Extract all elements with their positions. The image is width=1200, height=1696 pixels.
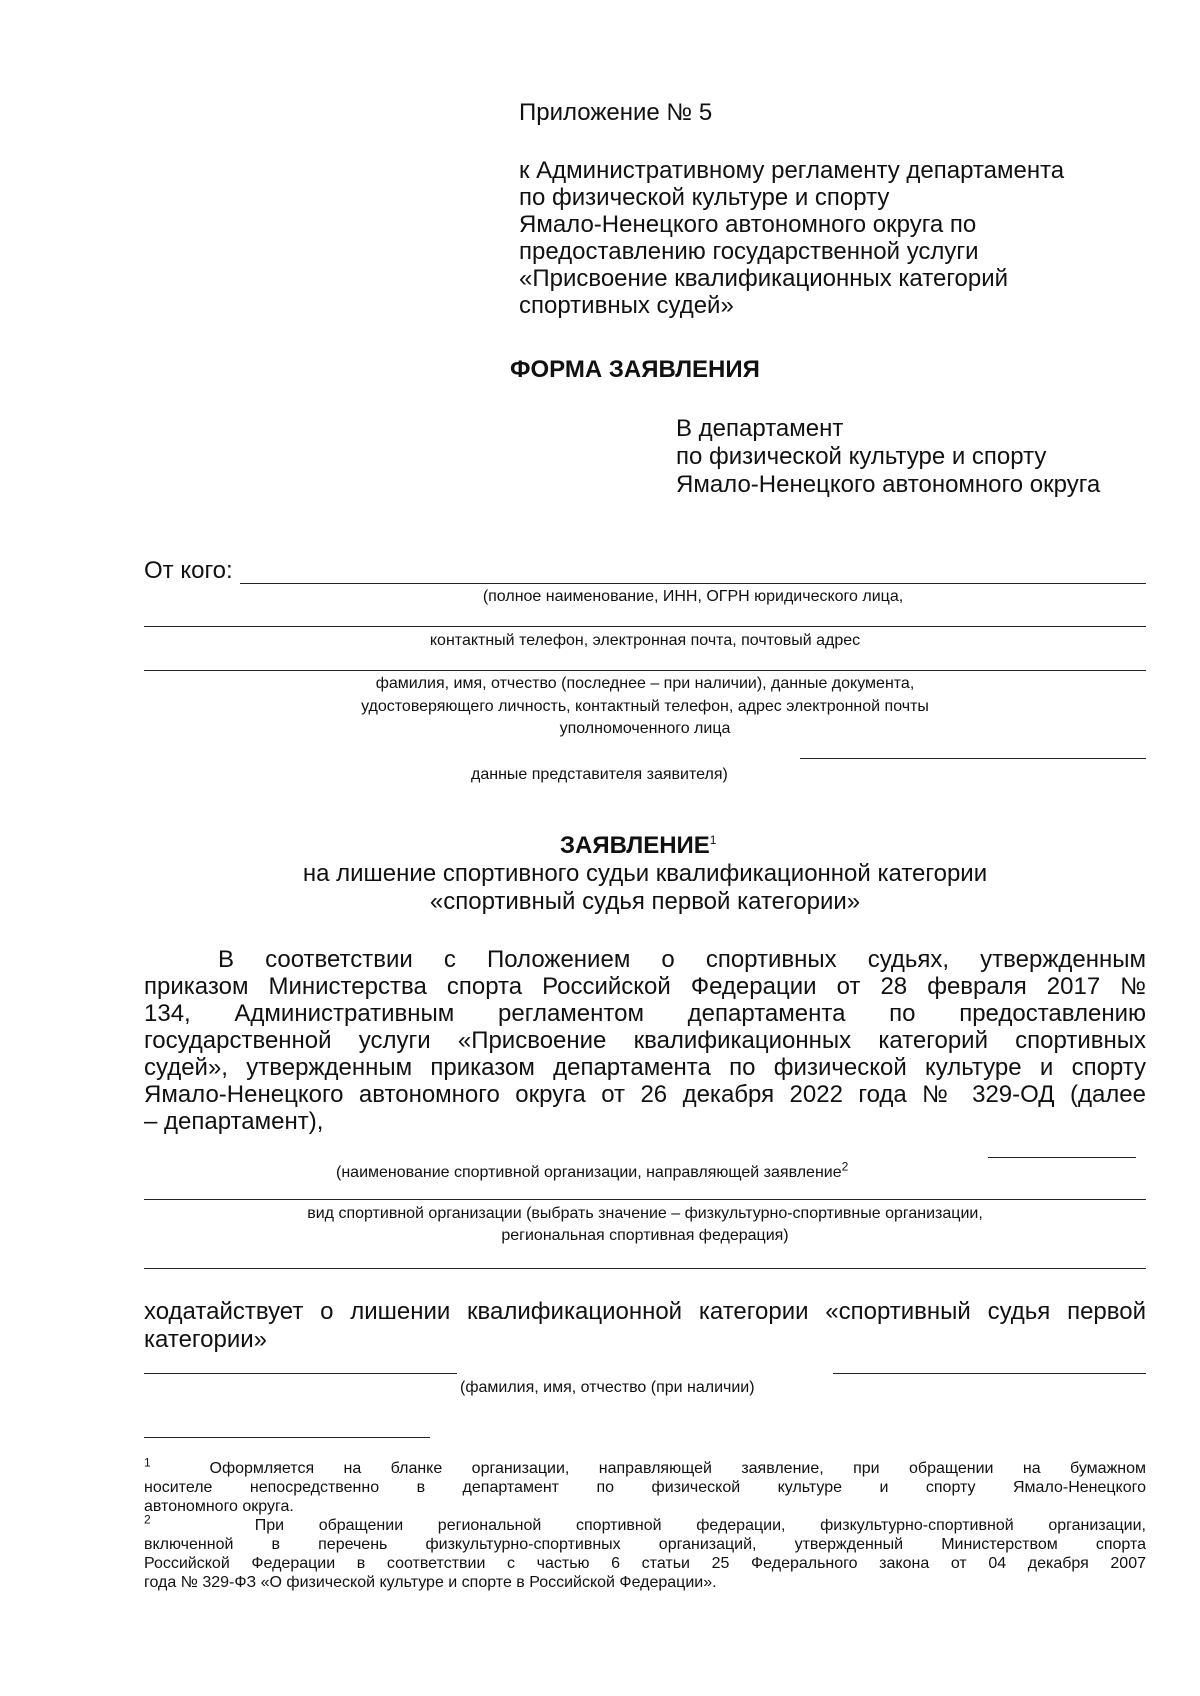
hint-representative-end: данные представителя заявителя) xyxy=(471,766,728,783)
org-line-2 xyxy=(144,1199,1146,1200)
from-applicant-line xyxy=(240,583,1146,584)
footnote-1-line-2: носителе непосредственно в департамент по физической культуре и спорту Ямало-Ненецкого xyxy=(144,1479,1146,1496)
footnote-2-line-3: Российской Федерации в соответствии с частью 6 статьи 25 Федерального закона от 04 декабря 2007 xyxy=(144,1555,1146,1572)
org-name-line xyxy=(988,1157,1136,1158)
addressee-line-1: В департамент xyxy=(676,415,844,442)
body-line-last: – департамент), xyxy=(144,1108,324,1135)
hint-representative-3: уполномоченного лица xyxy=(559,720,731,737)
org-line-3 xyxy=(144,1268,1146,1269)
form-title: ФОРМА ЗАЯВЛЕНИЯ xyxy=(510,356,760,383)
addressee-line-3: Ямало-Ненецкого автономного округа xyxy=(676,471,1101,498)
footnote-2-line-4: года № 329-ФЗ «О физической культуре и спорте в Российской Федерации». xyxy=(144,1574,717,1591)
application-title-footnote-mark: 1 xyxy=(709,833,717,847)
footnote-2-line-1: $^2$ При обращении региональной спортивной федерации, физкультурно-спортивной организации, xyxy=(144,1512,1146,1534)
annex-line-6: спортивных судей» xyxy=(519,292,734,319)
from-label: От кого: xyxy=(144,557,233,584)
annex-line-1: к Административному регламенту департамента xyxy=(519,157,1065,184)
hint-org-name: (наименование спортивной организации, направляющей заявление$^2$ xyxy=(336,1159,849,1181)
annex-number: Приложение № 5 xyxy=(519,99,713,126)
footnote-2-mark: 2 xyxy=(144,1512,151,1527)
judge-line-right xyxy=(833,1373,1146,1374)
body-line-5: судей», утвержденным приказом департамента по физической культуре и спорту xyxy=(144,1054,1146,1081)
petition-line-1: ходатайствует о лишении квалификационной категории «спортивный судья первой xyxy=(144,1298,1146,1325)
org-hint-footnote-mark: 2 xyxy=(841,1159,849,1174)
hint-representative-2: удостоверяющего личность, контактный телефон, адрес электронной почты xyxy=(361,698,929,715)
body-line-1: В соответствии с Положением о спортивных судьях, утвержденным xyxy=(218,946,1146,973)
petition-line-2: категории» xyxy=(144,1326,267,1353)
hint-legal-entity: (полное наименование, ИНН, ОГРН юридического лица, xyxy=(482,588,904,605)
application-subtitle-1: на лишение спортивного судьи квалификационной категории xyxy=(302,860,988,887)
annex-line-4: предоставлению государственной услуги xyxy=(519,238,979,265)
body-line-4: государственной услуги «Присвоение квалификационных категорий спортивных xyxy=(144,1027,1146,1054)
hint-representative-1: фамилия, имя, отчество (последнее – при наличии), данные документа, xyxy=(375,675,915,692)
body-line-6: Ямало-Ненецкого автономного округа от 26 декабря 2022 года № 329-ОД (далее xyxy=(144,1081,1146,1108)
footnote-1-mark: 1 xyxy=(144,1455,151,1470)
hint-org-type-1: вид спортивной организации (выбрать значение – физкультурно-спортивные организации, xyxy=(307,1205,983,1222)
footnote-1-line-1: $^1$ Оформляется на бланке организации, направляющей заявление, при обращении на бумажном xyxy=(144,1455,1147,1477)
hint-org-type-2: региональная спортивная федерация) xyxy=(501,1227,789,1244)
from-line-2 xyxy=(144,626,1146,627)
hint-judge: (фамилия, имя, отчество (при наличии) xyxy=(460,1379,755,1396)
annex-line-5: «Присвоение квалификационных категорий xyxy=(519,265,1009,292)
addressee-line-2: по физической культуре и спорту xyxy=(676,443,1047,470)
footnote-separator xyxy=(144,1437,430,1438)
footnote-1-line-3: автономного округа. xyxy=(144,1498,294,1515)
from-line-3 xyxy=(144,670,1146,671)
annex-line-3: Ямало-Ненецкого автономного округа по xyxy=(519,211,977,238)
application-subtitle-2: «спортивный судья первой категории» xyxy=(429,888,861,915)
annex-line-2: по физической культуре и спорту xyxy=(519,184,890,211)
judge-line-left xyxy=(144,1373,457,1374)
application-title: ЗАЯВЛЕНИЕ$^1$ xyxy=(560,832,717,859)
body-line-2: приказом Министерства спорта Российской Федерации от 28 февраля 2017 № xyxy=(144,973,1146,1000)
footnote-2-line-2: включенной в перечень физкультурно-спортивных организаций, утвержденный Министерством спорта xyxy=(144,1536,1146,1553)
body-line-3: 134, Административным регламентом департамента по предоставлению xyxy=(144,1000,1146,1027)
hint-contacts: контактный телефон, электронная почта, почтовый адрес xyxy=(429,632,861,649)
representative-line xyxy=(800,758,1146,759)
